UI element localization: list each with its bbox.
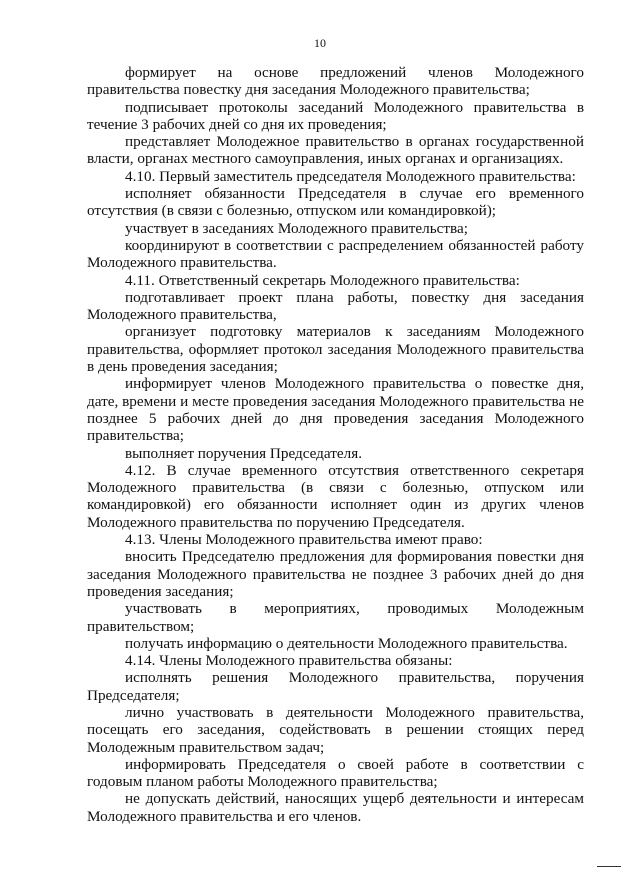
- paragraph: участвует в заседаниях Молодежного правительства;: [125, 219, 468, 237]
- paragraph: информирует членов Молодежного правительства о повестке дня, дате, времени и месте проведения заседания Молодежного правительства не позднее 5 рабочих дней до дня проведения заседания Молодежного правительства;: [87, 375, 584, 445]
- section-paragraph-4-12: 4.12. В случае временного отсутствия ответственного секретаря Молодежного правительства (в связи с болезнью, отпуском или командировкой) его обязанности исполняет один из других членов Молодежного правительства по поручению Председателя.: [87, 461, 584, 531]
- paragraph: координируют в соответствии с распределением обязанностей работу Молодежного правительства.: [87, 236, 584, 272]
- section-heading-4-10: 4.10. Первый заместитель председателя Молодежного правительства:: [125, 167, 576, 185]
- paragraph: вносить Председателю предложения для формирования повестки дня заседания Молодежного правительства не позднее 3 рабочих дней до дня проведения заседания;: [87, 548, 584, 600]
- paragraph: информировать Председателя о своей работе в соответствии с годовым планом работы Молодежного правительства;: [87, 755, 584, 791]
- paragraph: лично участвовать в деятельности Молодежного правительства, посещать его заседания, содействовать в решении стоящих перед Молодежным правительством задач;: [87, 703, 584, 756]
- page-number: 10: [314, 36, 326, 50]
- paragraph: участвовать в мероприятиях, проводимых Молодежным правительством;: [87, 600, 584, 635]
- paragraph: подготавливает проект плана работы, повестку дня заседания Молодежного правительства,: [87, 288, 584, 324]
- paragraph: исполнять решения Молодежного правительства, поручения Председателя;: [87, 669, 584, 704]
- section-heading-4-14: 4.14. Члены Молодежного правительства обязаны:: [125, 652, 453, 670]
- paragraph: подписывает протоколы заседаний Молодежного правительства в течение 3 рабочих дней со дня их проведения;: [87, 98, 584, 133]
- section-heading-4-13: 4.13. Члены Молодежного правительства имеют право:: [125, 531, 483, 549]
- paragraph: формирует на основе предложений членов Молодежного правительства повестку дня заседания Молодежного правительства;: [87, 64, 584, 99]
- paragraph: организует подготовку материалов к заседаниям Молодежного правительства, оформляет протокол заседания Молодежного правительства в день проведения заседания;: [87, 323, 584, 376]
- paragraph: получать информацию о деятельности Молодежного правительства.: [125, 634, 568, 652]
- section-heading-4-11: 4.11. Ответственный секретарь Молодежного правительства:: [125, 271, 520, 289]
- paragraph: исполняет обязанности Председателя в случае его временного отсутствия (в связи с болезнью, отпуском или командировкой);: [87, 185, 584, 220]
- document-body: [87, 64, 584, 825]
- paragraph: представляет Молодежное правительство в органах государственной власти, органах местного самоуправления, иных органах и организациях.: [87, 133, 584, 168]
- paragraph: не допускать действий, наносящих ущерб деятельности и интересам Молодежного правительства и его членов.: [87, 790, 584, 825]
- paragraph: выполняет поручения Председателя.: [125, 444, 362, 462]
- page-corner-line: [597, 866, 621, 867]
